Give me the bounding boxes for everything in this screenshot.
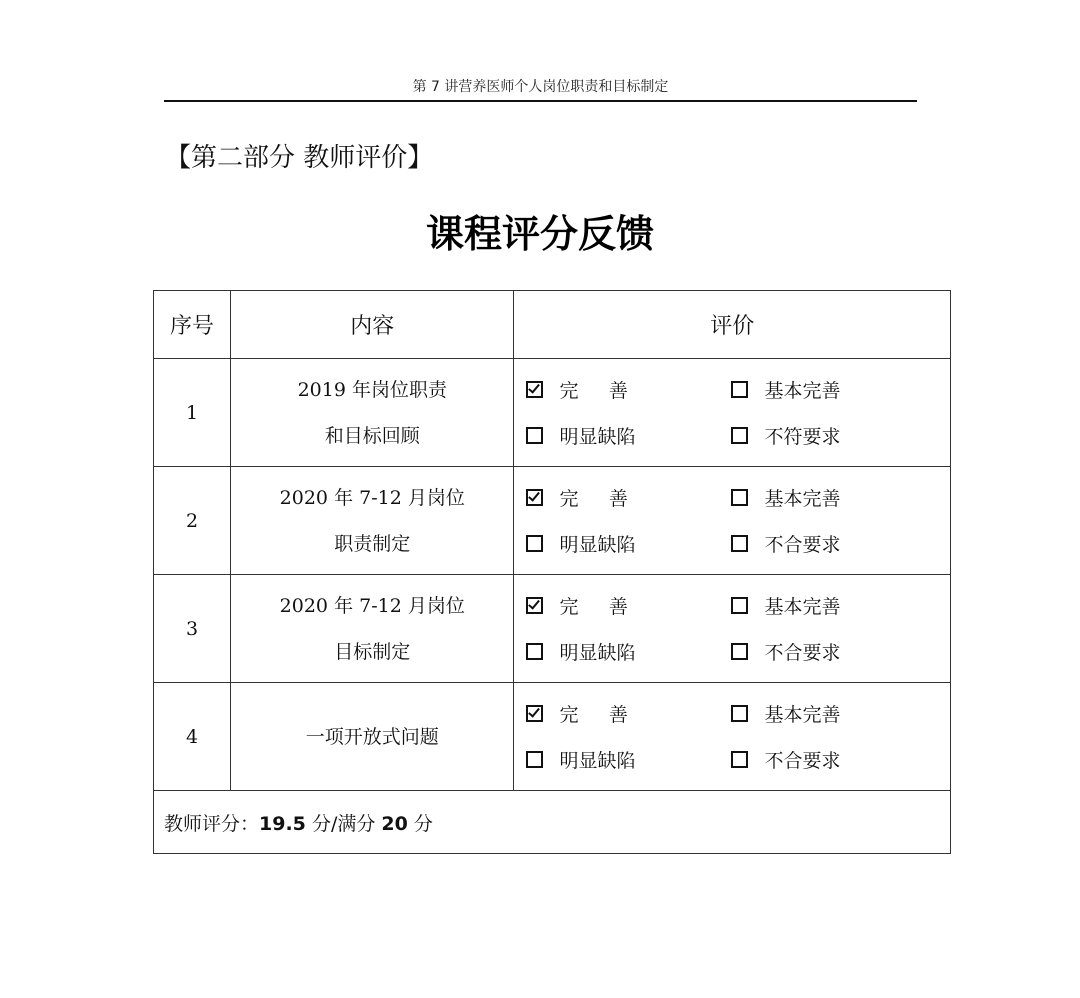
option-obvious-defect[interactable] bbox=[526, 746, 731, 773]
checkbox-icon[interactable] bbox=[526, 427, 543, 444]
option-label: 不符要求 bbox=[764, 426, 841, 448]
checkbox-icon[interactable] bbox=[731, 489, 748, 506]
score-unit: 分/满分 bbox=[311, 812, 376, 835]
row-content-line: 2020 年 7-12 月岗位 bbox=[279, 486, 465, 509]
row-content-line: 2020 年 7-12 月岗位 bbox=[279, 594, 465, 617]
row-number: 2 bbox=[154, 467, 231, 575]
section-title: 【第二部分 教师评价】 bbox=[165, 143, 434, 173]
option-basically-complete[interactable] bbox=[731, 376, 931, 403]
row-number: 1 bbox=[154, 359, 231, 467]
header-evaluation: 评价 bbox=[514, 291, 951, 359]
option-label: 明显缺陷 bbox=[559, 750, 636, 772]
row-evaluation bbox=[514, 359, 951, 467]
option-not-meeting[interactable] bbox=[731, 746, 931, 773]
score-max: 20 bbox=[381, 812, 408, 835]
row-content bbox=[231, 575, 514, 683]
checkbox-icon[interactable] bbox=[731, 427, 748, 444]
row-number: 4 bbox=[154, 683, 231, 791]
option-label: 完善 bbox=[559, 704, 659, 726]
option-obvious-defect[interactable] bbox=[526, 638, 731, 665]
option-not-meeting[interactable] bbox=[731, 638, 931, 665]
checkbox-icon[interactable] bbox=[526, 751, 543, 768]
option-label: 基本完善 bbox=[764, 488, 841, 510]
evaluation-table bbox=[153, 290, 951, 854]
table-row bbox=[154, 575, 951, 683]
option-excellent[interactable] bbox=[526, 376, 731, 403]
option-label: 基本完善 bbox=[764, 704, 841, 726]
row-number: 3 bbox=[154, 575, 231, 683]
option-label: 明显缺陷 bbox=[559, 534, 636, 556]
checkbox-icon[interactable] bbox=[526, 643, 543, 660]
running-title: 第 7 讲营养医师个人岗位职责和目标制定 bbox=[412, 79, 669, 95]
option-label: 完善 bbox=[559, 380, 659, 402]
option-basically-complete[interactable] bbox=[731, 700, 931, 727]
table-row bbox=[154, 467, 951, 575]
option-obvious-defect[interactable] bbox=[526, 530, 731, 557]
checked-checkbox-icon[interactable] bbox=[526, 705, 543, 722]
row-content-line: 和目标回顾 bbox=[324, 424, 420, 447]
option-label: 完善 bbox=[559, 488, 659, 510]
option-label: 基本完善 bbox=[764, 596, 841, 618]
checkbox-icon[interactable] bbox=[731, 381, 748, 398]
option-label: 明显缺陷 bbox=[559, 426, 636, 448]
score-row bbox=[154, 791, 951, 854]
checkbox-icon[interactable] bbox=[526, 535, 543, 552]
checked-checkbox-icon[interactable] bbox=[526, 597, 543, 614]
option-label: 完善 bbox=[559, 596, 659, 618]
option-label: 基本完善 bbox=[764, 380, 841, 402]
option-basically-complete[interactable] bbox=[731, 592, 931, 619]
score-max-unit: 分 bbox=[413, 812, 433, 835]
table-row bbox=[154, 683, 951, 791]
row-evaluation bbox=[514, 467, 951, 575]
row-evaluation bbox=[514, 683, 951, 791]
header-content: 内容 bbox=[231, 291, 514, 359]
option-label: 不合要求 bbox=[764, 534, 841, 556]
row-content-line: 职责制定 bbox=[334, 532, 411, 555]
page-header bbox=[164, 76, 917, 102]
checkbox-icon[interactable] bbox=[731, 751, 748, 768]
row-content-line: 2019 年岗位职责 bbox=[297, 378, 447, 401]
option-obvious-defect[interactable] bbox=[526, 422, 731, 449]
row-content bbox=[231, 359, 514, 467]
checked-checkbox-icon[interactable] bbox=[526, 489, 543, 506]
checkbox-icon[interactable] bbox=[731, 535, 748, 552]
teacher-score bbox=[154, 791, 951, 854]
score-label: 教师评分： bbox=[164, 812, 260, 835]
option-basically-complete[interactable] bbox=[731, 484, 931, 511]
checkbox-icon[interactable] bbox=[731, 643, 748, 660]
document-title: 课程评分反馈 bbox=[425, 212, 654, 256]
row-content-line: 一项开放式问题 bbox=[305, 725, 439, 748]
option-excellent[interactable] bbox=[526, 484, 731, 511]
row-content-line: 目标制定 bbox=[334, 640, 411, 663]
row-evaluation bbox=[514, 575, 951, 683]
row-content bbox=[231, 467, 514, 575]
option-not-meeting[interactable] bbox=[731, 422, 931, 449]
option-not-meeting[interactable] bbox=[731, 530, 931, 557]
option-label: 不合要求 bbox=[764, 642, 841, 664]
table-row bbox=[154, 359, 951, 467]
option-excellent[interactable] bbox=[526, 592, 731, 619]
header-no: 序号 bbox=[154, 291, 231, 359]
option-label: 不合要求 bbox=[764, 750, 841, 772]
checked-checkbox-icon[interactable] bbox=[526, 381, 543, 398]
checkbox-icon[interactable] bbox=[731, 705, 748, 722]
row-content bbox=[231, 683, 514, 791]
checkbox-icon[interactable] bbox=[731, 597, 748, 614]
score-value: 19.5 bbox=[259, 812, 306, 835]
option-label: 明显缺陷 bbox=[559, 642, 636, 664]
table-header-row bbox=[154, 291, 951, 359]
option-excellent[interactable] bbox=[526, 700, 731, 727]
